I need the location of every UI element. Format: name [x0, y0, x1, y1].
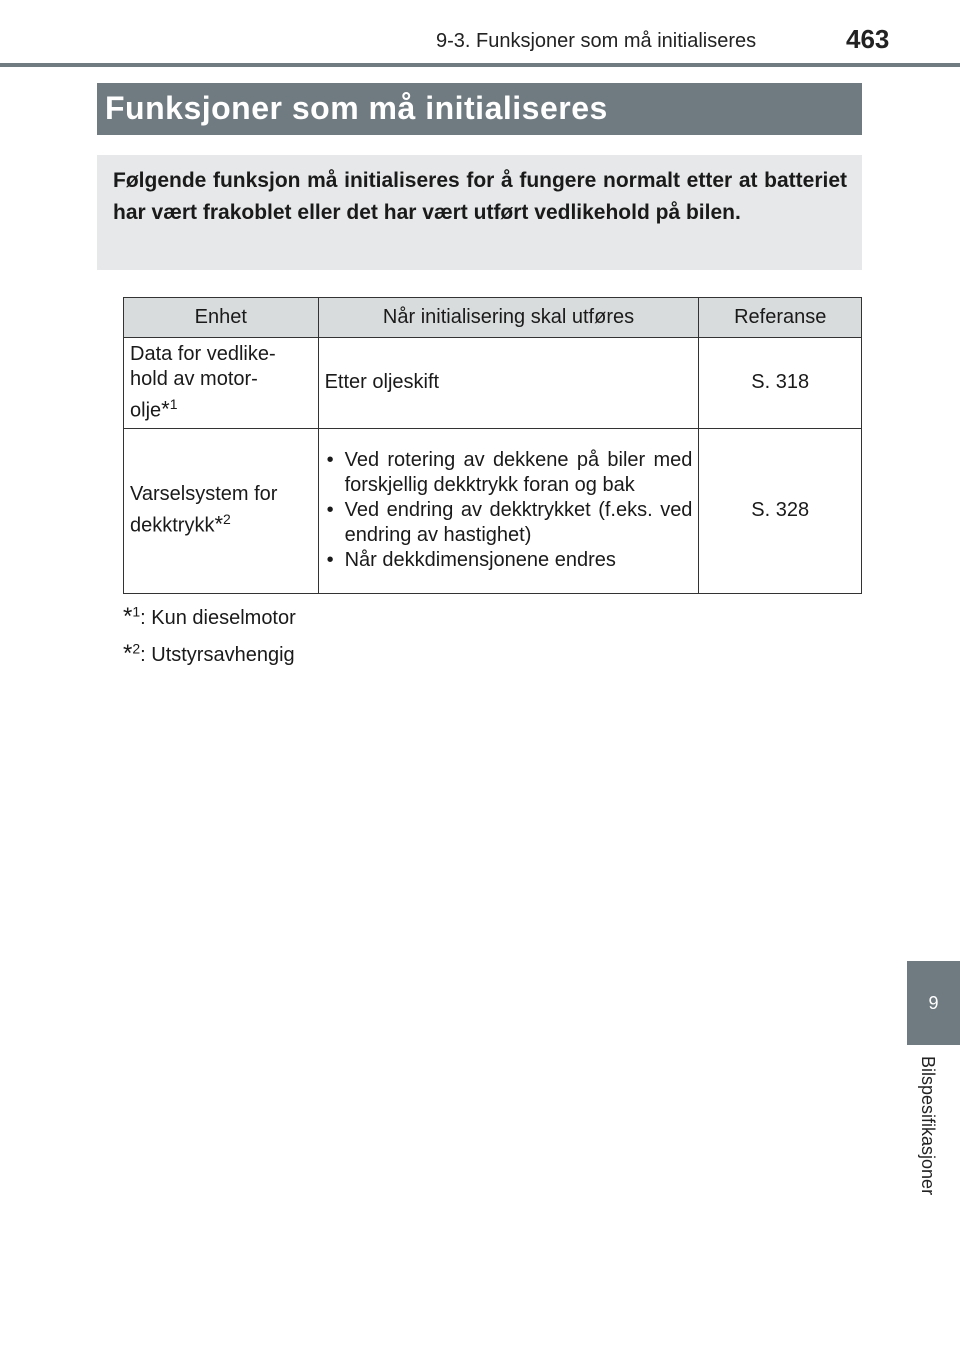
intro-box	[97, 155, 862, 270]
unit-cell	[124, 428, 319, 593]
running-header: 9-3. Funksjoner som må initialiseres	[436, 30, 757, 52]
page-number: 463	[846, 24, 890, 54]
chapter-tab	[907, 961, 960, 1045]
unit-line	[130, 392, 312, 424]
initialization-table	[123, 297, 862, 594]
footnote-1	[123, 603, 296, 631]
column-header-when: Når initialisering skal utføres	[318, 298, 699, 338]
table-header-row	[124, 298, 862, 338]
footnote-star: *	[123, 603, 133, 630]
when-cell: Etter oljeskift	[318, 338, 699, 429]
header-rule	[0, 63, 960, 67]
chapter-number: 9	[928, 992, 939, 1013]
list-item: • Ved endring av dekktrykket (f.eks. ved endring av hastighet)	[325, 498, 693, 548]
column-header-unit: Enhet	[124, 298, 319, 338]
unit-cell	[124, 338, 319, 429]
unit-line: hold av motor-	[130, 368, 258, 390]
condition-list	[325, 448, 693, 573]
reference-cell: S. 318	[699, 338, 862, 429]
when-cell	[318, 428, 699, 593]
unit-line-text: olje	[130, 399, 162, 422]
footnote-star: *	[161, 396, 170, 422]
unit-line-text: dekktrykk	[130, 514, 215, 537]
footnote-text: : Utstyrsavhengig	[140, 644, 295, 666]
footnote-marker: 1	[169, 396, 178, 412]
footnote-star: *	[123, 640, 133, 667]
table-row	[124, 428, 862, 593]
chapter-label: Bilspesifikasjoner	[918, 1056, 938, 1196]
section-title-bar	[97, 83, 862, 135]
list-item: • Når dekkdimensjonene endres	[325, 548, 693, 573]
footnote-marker: 2	[223, 511, 231, 528]
list-item: • Ved rotering av dekkene på biler med forskjellig dekktrykk foran og bak	[325, 448, 693, 498]
unit-line	[130, 507, 312, 539]
footnote-star: *	[214, 511, 224, 537]
unit-line: Data for vedlike-	[130, 343, 276, 365]
intro-text: Følgende funksjon må initialiseres for å fungere normalt etter at batteriet har vært frakoblet eller det har vært utført vedlikehold på bilen.	[113, 169, 847, 224]
footnote-text: : Kun dieselmotor	[140, 607, 296, 629]
section-title: Funksjoner som må initialiseres	[105, 90, 608, 126]
unit-line: Varselsystem for	[130, 483, 278, 506]
column-header-reference: Referanse	[699, 298, 862, 338]
footnote-number: 2	[132, 640, 141, 657]
reference-cell: S. 328	[699, 428, 862, 593]
table-row	[124, 338, 862, 429]
footnote-2	[123, 640, 295, 668]
footnote-number: 1	[132, 603, 141, 620]
